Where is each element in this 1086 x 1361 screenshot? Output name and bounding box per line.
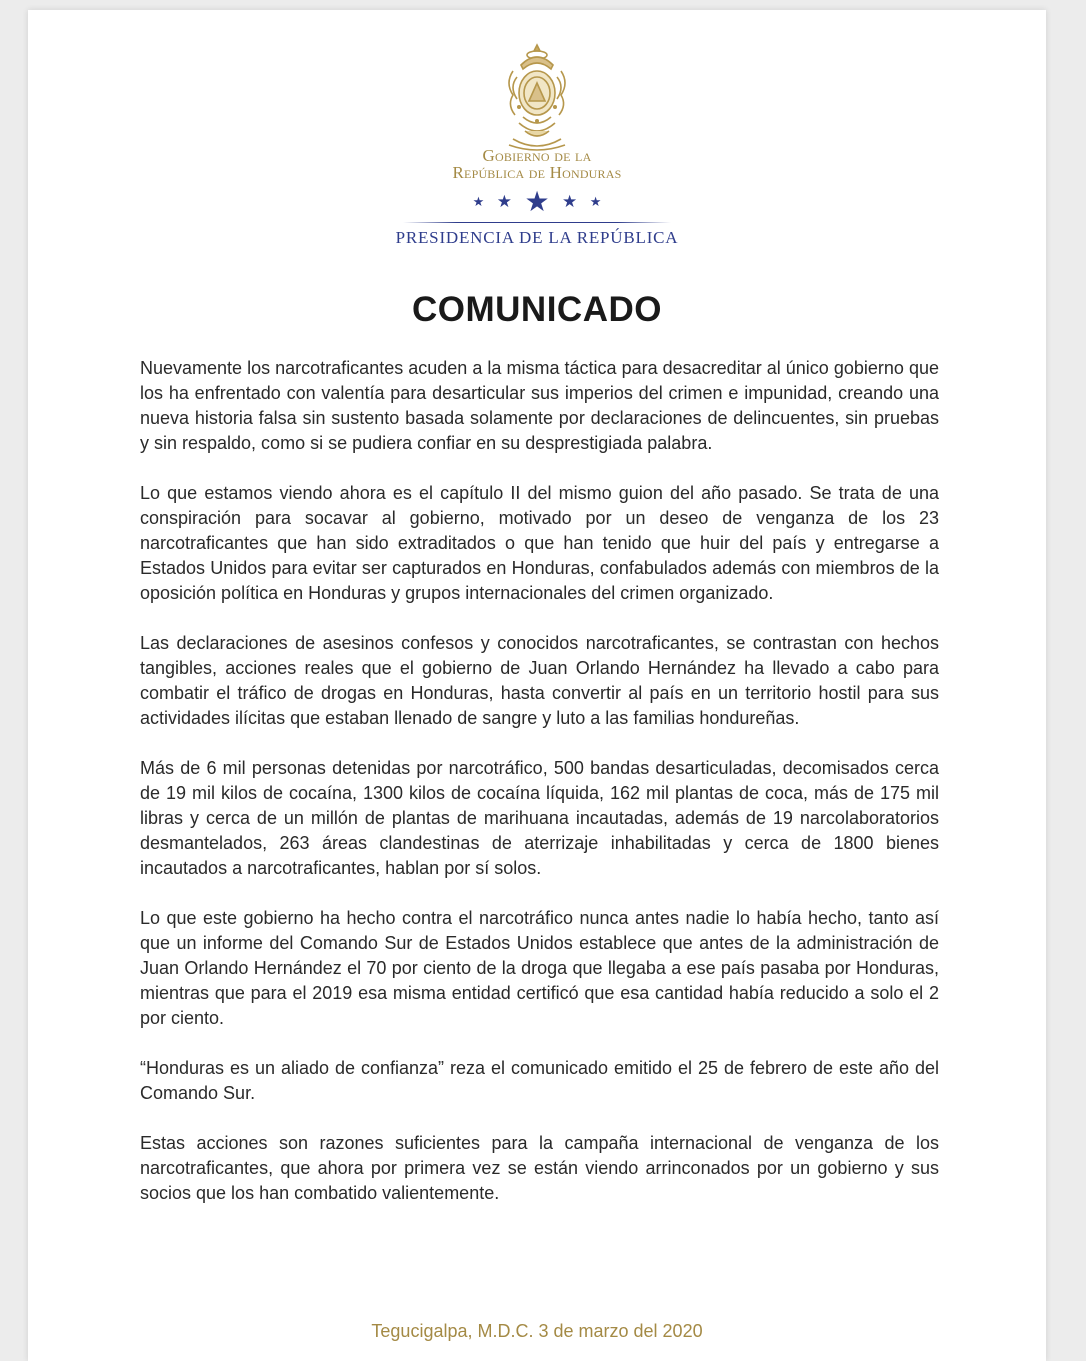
coat-of-arms-icon	[499, 43, 575, 155]
header-divider	[403, 222, 671, 223]
body-paragraph: Las declaraciones de asesinos confesos y conocidos narcotraficantes, se contrastan con hechos tangibles, acciones reales que el gobierno de Juan Orlando Hernández ha llevado a cabo para combatir el tráfico de drogas en Honduras, hasta convertir al país en un territorio hostil para sus actividades ilícitas que estaban llenado de sangre y luto a las familias hondureñas.	[140, 633, 939, 728]
star-icon: ★	[524, 186, 550, 217]
star-icon: ★	[562, 192, 578, 211]
government-name-line1: Gobierno de la	[482, 146, 592, 165]
star-icon: ★	[496, 192, 512, 211]
document-title: COMUNICADO	[412, 290, 662, 329]
place-and-date: Tegucigalpa, M.D.C. 3 de marzo del 2020	[371, 1321, 703, 1341]
document-page	[28, 10, 1046, 1361]
body-paragraph: Nuevamente los narcotraficantes acuden a la misma táctica para desacreditar al único gobierno que los ha enfrentado con valentía para desarticular sus imperios del crimen e impunidad, creando una nueva historia falsa sin sustento basada solamente por declaraciones de delincuentes, sin pruebas y sin respaldo, como si se pudiera confiar en su desprestigiada palabra.	[140, 358, 939, 453]
star-icon: ★	[472, 194, 485, 209]
presidency-name: PRESIDENCIA DE LA REPÚBLICA	[395, 228, 679, 247]
body-paragraph: Lo que este gobierno ha hecho contra el narcotráfico nunca antes nadie lo había hecho, tanto así que un informe del Comando Sur de Estados Unidos establece que antes de la administración de Juan Orlando Hernández el 70 por ciento de la droga que llegaba a ese país pasaba por Honduras, mientras que para el 2019 esa misma entidad certificó que esa cantidad había reducido a solo el 2 por ciento.	[140, 908, 939, 1028]
star-icon: ★	[589, 194, 602, 209]
body-paragraph: Estas acciones son razones suficientes para la campaña internacional de venganza de los narcotraficantes, que ahora por primera vez se están viendo arrinconados por un gobierno y sus socios que los han combatido valientemente.	[140, 1133, 939, 1203]
body-paragraph: Más de 6 mil personas detenidas por narcotráfico, 500 bandas desarticuladas, decomisados cerca de 19 mil kilos de cocaína, 1300 kilos de cocaína líquida, 162 mil plantas de coca, más de 175 mil libras y cerca de un millón de plantas de marihuana incautadas, además de 19 narcolaboratorios desmantelados, 263 áreas clandestinas de aterrizaje inhabilitadas y cerca de 1800 bienes incautados a narcotraficantes, hablan por sí solos.	[140, 758, 939, 878]
government-name-line2: República de Honduras	[452, 163, 622, 182]
body-paragraph: “Honduras es un aliado de confianza” reza el comunicado emitido el 25 de febrero de este año del Comando Sur.	[140, 1058, 939, 1103]
body-paragraph: Lo que estamos viendo ahora es el capítulo II del mismo guion del año pasado. Se trata de una conspiración para socavar al gobierno, motivado por un deseo de venganza de los 23 narcotraficantes que han sido extraditados o que han tenido que huir del país y entregarse a Estados Unidos para evitar ser capturados en Honduras, confabulados además con miembros de la oposición política en Honduras y grupos internacionales del crimen organizado.	[140, 483, 939, 603]
document-body	[140, 356, 939, 1231]
stars-row	[28, 187, 1046, 217]
